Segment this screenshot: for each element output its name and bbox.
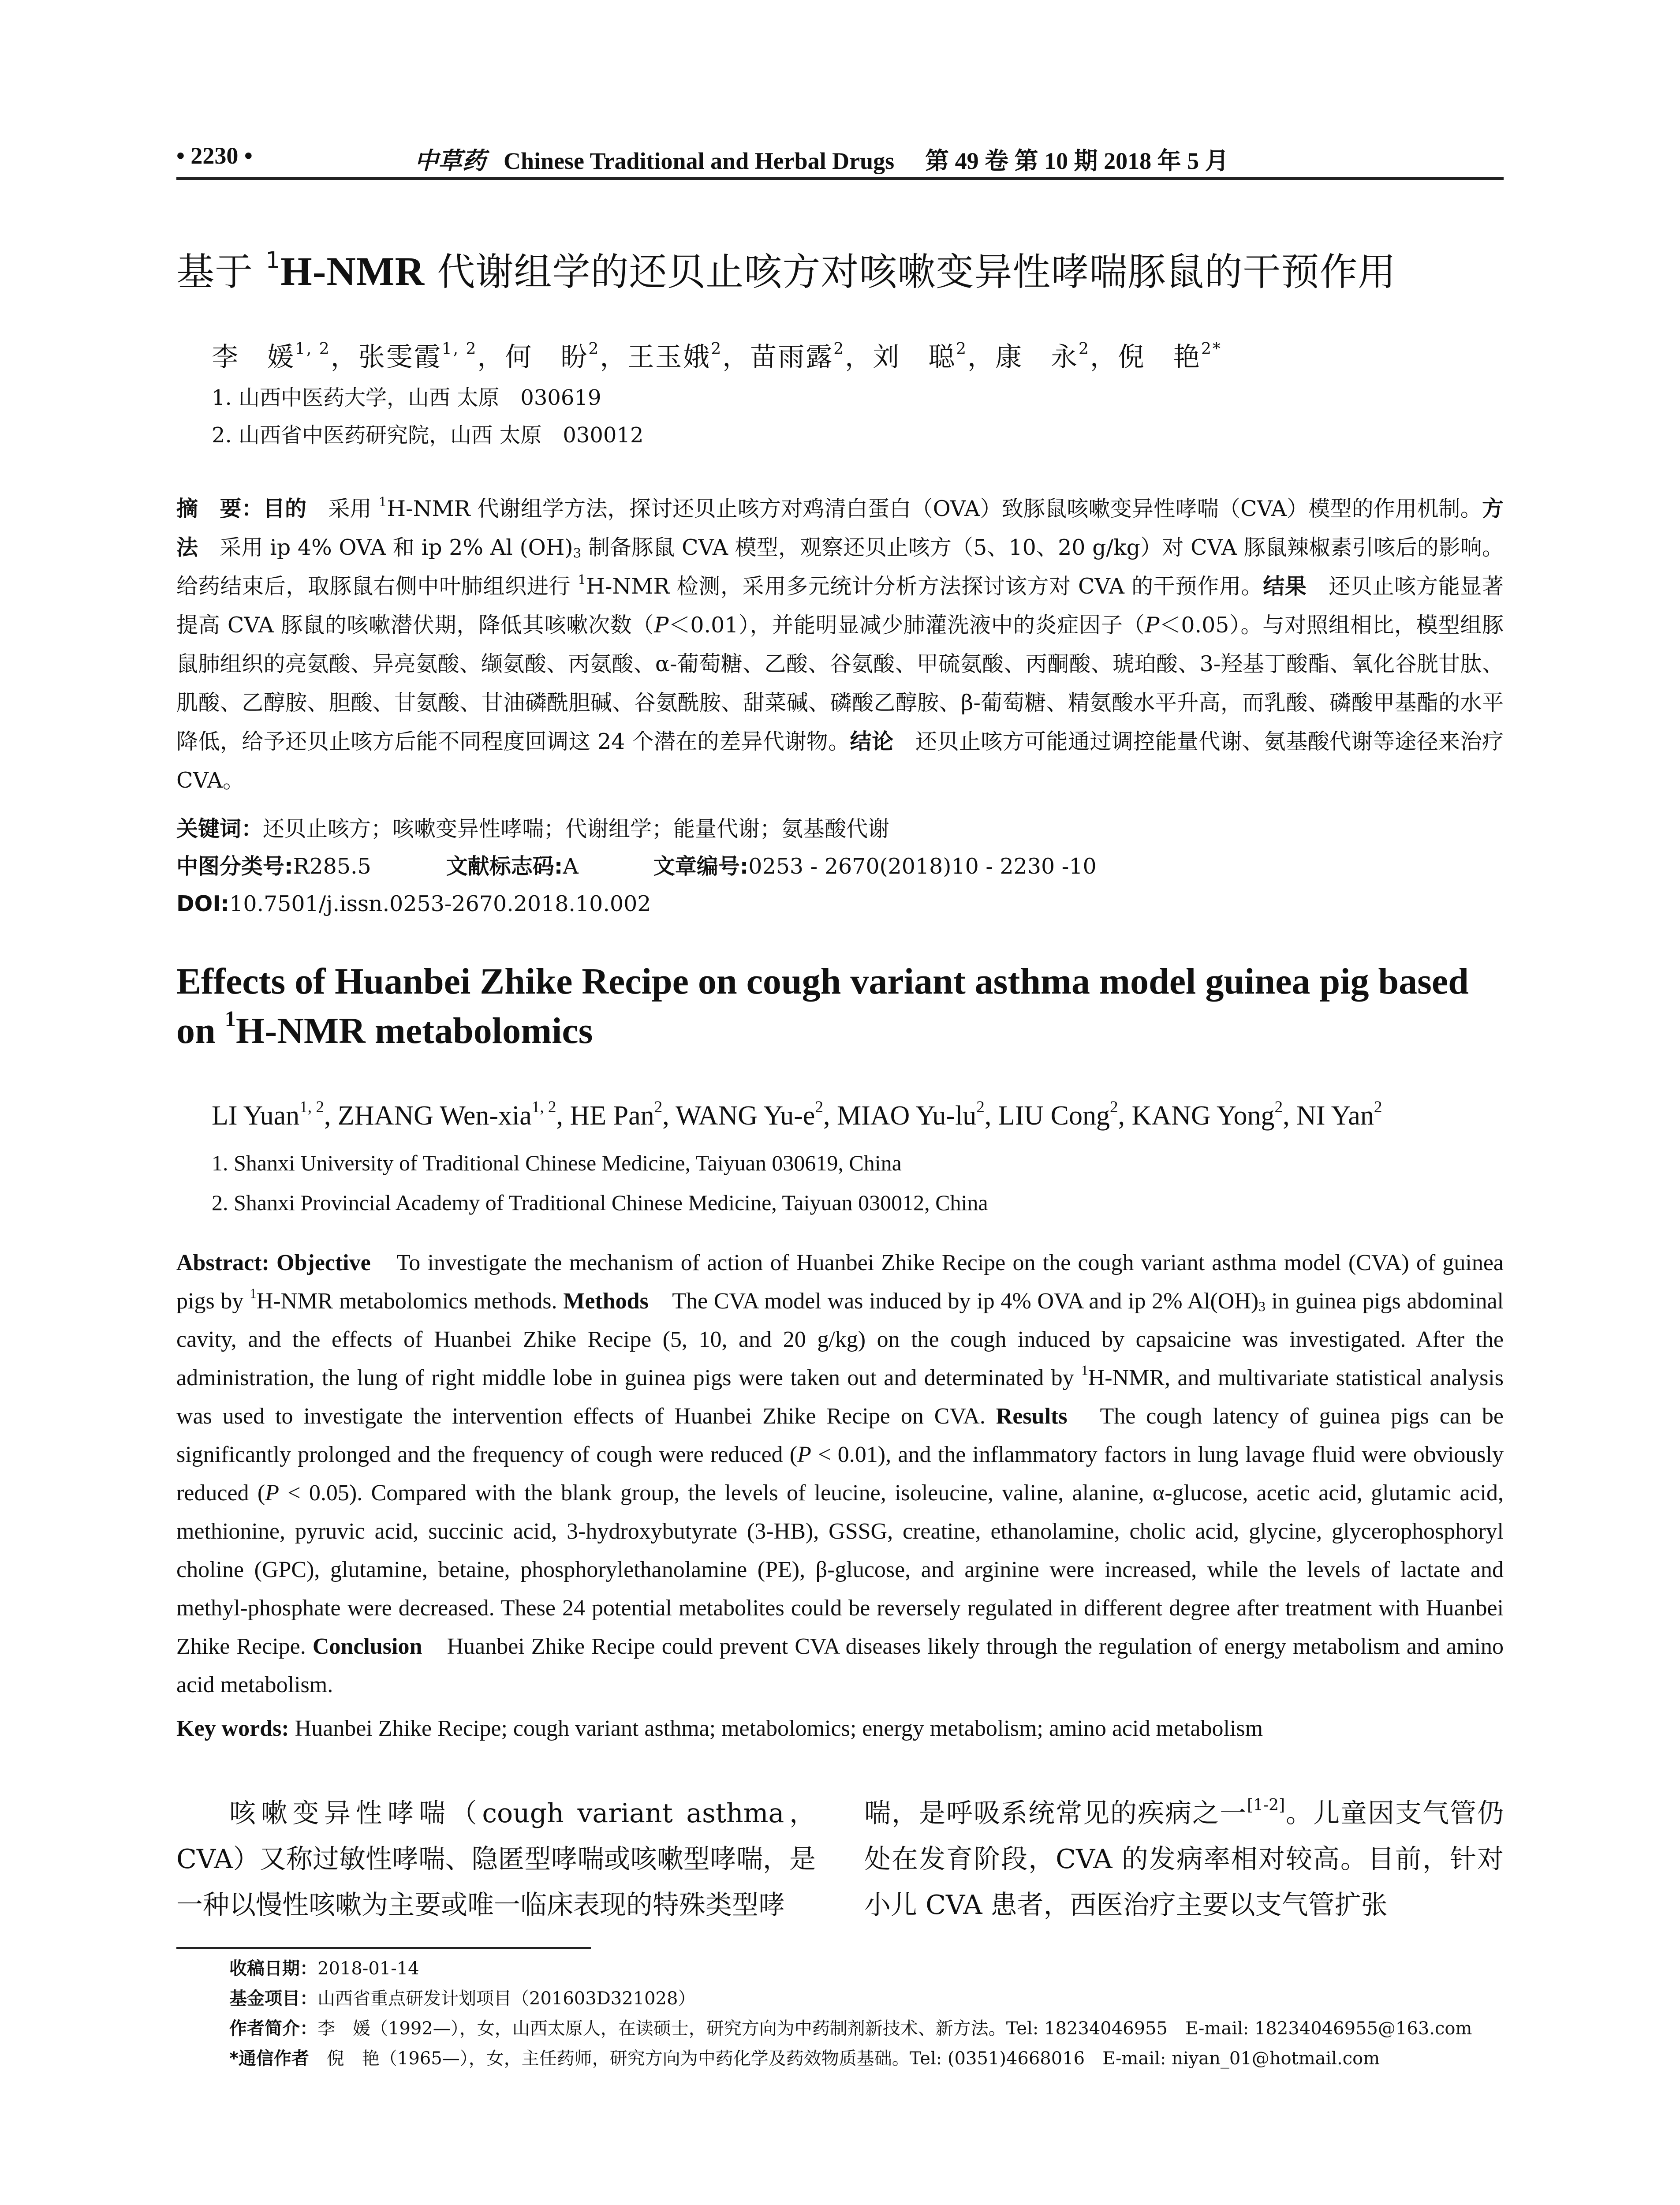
author: HE Pan: [570, 1101, 654, 1131]
chinese-affiliation-1: 1. 山西中医药大学，山西 太原 030619: [212, 385, 601, 410]
footnote-corresponding: *通信作者 倪 艳（1965—），女，主任药师，研究方向为中药化学及药效物质基础。Tel: (0351)4668016 E-mail: niyan_01@hotmail.com: [229, 2048, 1380, 2069]
journal-name-en: Chinese Traditional and Herbal Drugs: [504, 148, 895, 174]
chinese-title: 基于 $^1$H-NMR 代谢组学的还贝止咳方对咳嗽变异性哮喘豚鼠的干预作用: [176, 247, 1396, 294]
footnote-rule: [176, 1947, 591, 1949]
author: 李 媛: [212, 342, 295, 373]
chinese-authors: 李 媛$^{1, 2}$，张雯霞$^{1, 2}$，何 盼$^2$，王玉娥$^2$，苗雨露$^2$，刘 聪$^2$，康 永$^2$，倪 艳$^{2*}$: [212, 340, 1222, 373]
footnote-author: 作者简介：李 媛（1992—），女，山西太原人，在读硕士，研究方向为中药制剂新技术、新方法。Tel: 18234046955 E-mail: 18234046955@163.com: [229, 2018, 1472, 2039]
classification-line: 中图分类号:R285.5 文献标志码:A 文章编号:0253 - 2670(2018)10 - 2230 -10: [176, 854, 1097, 879]
author: LI Yuan: [212, 1101, 300, 1131]
author: ZHANG Wen-xia: [337, 1101, 532, 1131]
author: KANG Yong: [1131, 1101, 1275, 1131]
english-keywords: Key words: Huanbei Zhike Recipe; cough variant asthma; metabolomics; energy metabolism; amino acid metabolism: [176, 1716, 1263, 1741]
author: WANG Yu-e: [676, 1101, 815, 1131]
english-affiliation-1: 1. Shanxi University of Traditional Chinese Medicine, Taiyuan 030619, China: [212, 1151, 902, 1175]
chinese-abstract: 摘 要：目的 采用 $^1$H-NMR 代谢组学方法，探讨还贝止咳方对鸡清白蛋白（OVA）致豚鼠咳嗽变异性哮喘（CVA）模型的作用机制。方法 采用 ip 4% OVA 和 ip 2% Al $(OH)_3$ 制备豚鼠 CVA 模型，观察还贝止咳方（5、10、20 g/kg）对 CVA 豚鼠辣椒素引咳后的影响。给药结束后，取豚鼠右侧中叶肺组织进行 $^1$H-NMR 检测，采用多元统计分析方法探讨该方对 CVA 的干预作用。结果 还贝止咳方能显著提高 CVA 豚鼠的咳嗽潜伏期，降低其咳嗽次数（P＜0.01），并能明显减少肺灌洗液中的炎症因子（P＜0.05）。与对照组相比，模型组豚鼠肺组织的亮氨酸、异亮氨酸、缬氨酸、丙氨酸、α-葡萄糖、乙酸、谷氨酸、甲硫氨酸、丙酮酸、琥珀酸、3-羟基丁酸酯、氧化谷胱甘肽、肌酸、乙醇胺、胆酸、甘氨酸、甘油磷酰胆碱、谷氨酰胺、甜菜碱、磷酸乙醇胺、β-葡萄糖、精氨酸水平升高，而乳酸、磷酸甲基酯的水平降低，给予还贝止咳方后能不同程度回调这 24 个潜在的差异代谢物。结论 还贝止咳方可能通过调控能量代谢、氨基酸代谢等途径来治疗 CVA。: [176, 494, 1504, 793]
footnote-received: 收稿日期：2018-01-14: [229, 1958, 419, 1979]
author: LIU Cong: [998, 1101, 1110, 1131]
doi-line: DOI:10.7501/j.issn.0253-2670.2018.10.002: [176, 891, 651, 916]
author: NI Yan: [1296, 1101, 1374, 1131]
doi-value: 10.7501/j.issn.0253-2670.2018.10.002: [229, 891, 651, 916]
chinese-keywords: 关键词：还贝止咳方；咳嗽变异性哮喘；代谢组学；能量代谢；氨基酸代谢: [176, 816, 890, 841]
author: 刘 聪: [873, 342, 956, 373]
author: MIAO Yu-lu: [837, 1101, 977, 1131]
journal-name: [414, 142, 1229, 176]
english-abstract: Abstract: Objective To investigate the mechanism of action of Huanbei Zhike Recipe on the cough variant asthma model (CVA) of guinea pigs by $^1$H-NMR metabolomics methods. Methods The CVA model was induced by ip 4% OVA and ip 2% $Al(OH)_3$ in guinea pigs abdominal cavity, and the effects of Huanbei Zhike Recipe (5, 10, and 20 g/kg) on the cough induced by capsaicine was investigated. After the administration, the lung of right middle lobe in guinea pigs were taken out and determinated by $^1$H-NMR, and multivariate statistical analysis was used to investigate the intervention effects of Huanbei Zhike Recipe on CVA. Results The cough latency of guinea pigs can be significantly prolonged and the frequency of cough were reduced (P < 0.01), and the inflammatory factors in lung lavage fluid were obviously reduced (P < 0.05). Compared with the blank group, the levels of leucine, isoleucine, valine, alanine, α-glucose, acetic acid, glutamic acid, methionine, pyruvic acid, succinic acid, 3-hydroxybutyrate (3-HB), GSSG, creatine, ethanolamine, cholic acid, glycine, glycerophosphoryl choline (GPC), glutamine, betaine, phosphorylethanolamine (PE), β-glucose, and arginine were increased, while the levels of lactate and methyl-phosphate were decreased. These 24 potential metabolites could be reversely regulated in different degree after treatment with Huanbei Zhike Recipe. Conclusion Huanbei Zhike Recipe could prevent CVA diseases likely through the regulation of energy metabolism and amino acid metabolism.: [176, 1250, 1504, 1697]
journal-name-cn: 中草药: [414, 146, 486, 175]
author: 苗雨露: [750, 342, 834, 373]
citation-ref: [1-2]: [1247, 1796, 1285, 1814]
english-title: Effects of Huanbei Zhike Recipe on cough variant asthma model guinea pig based on $^1$H-NMR metabolomics: [176, 961, 1469, 1051]
author: 康 永: [995, 342, 1079, 373]
footnotes: [229, 1954, 1508, 2074]
author: 倪 艳: [1117, 342, 1201, 373]
english-affiliation-2: 2. Shanxi Provincial Academy of Traditional Chinese Medicine, Taiyuan 030012, China: [212, 1190, 988, 1215]
journal-issue: 第 49 卷 第 10 期 2018 年 5 月: [925, 148, 1229, 174]
chinese-affiliation-2: 2. 山西省中医药研究院，山西 太原 030012: [212, 423, 644, 448]
author: 何 盼: [505, 342, 589, 373]
english-authors: LI Yuan$^{1, 2}$, ZHANG Wen-xia$^{1, 2}$, HE Pan$^2$, WANG $Yu-e^2$, MIAO $Yu-lu^2$, LIU Cong$^2$, KANG Yong$^2$, NI Yan$^2$: [212, 1098, 1382, 1131]
running-header: [176, 138, 1504, 180]
body-column-left: [176, 1790, 816, 1928]
body-paragraph: 咳嗽变异性哮喘（cough variant asthma，CVA）又称过敏性哮喘、隐匿型哮喘或咳嗽型哮喘，是一种以慢性咳嗽为主要或唯一临床表现的特殊类型哮: [176, 1798, 816, 1921]
body-paragraph: 喘，是呼吸系统常见的疾病之一[1-2]。儿童因支气管仍处在发育阶段，CVA 的发病率相对较高。目前，针对小儿 CVA 患者，西医治疗主要以支气管扩张: [864, 1796, 1504, 1921]
author: 王玉娥: [627, 342, 711, 373]
page-number: • 2230 •: [176, 142, 253, 169]
author: 张雯霞: [358, 342, 442, 373]
body-column-right: [864, 1790, 1504, 1928]
footnote-fund: 基金项目：山西省重点研发计划项目（201603D321028）: [229, 1988, 696, 2009]
